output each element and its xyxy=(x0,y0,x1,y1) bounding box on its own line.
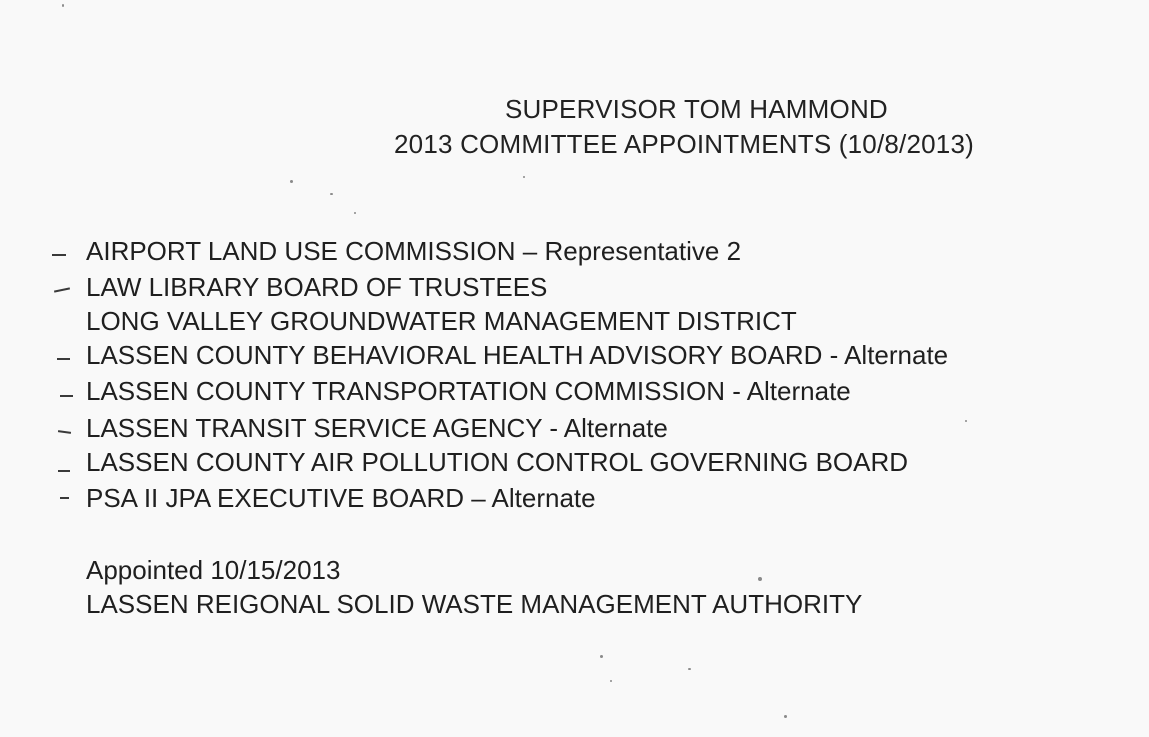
handwritten-tick-mark xyxy=(54,287,70,292)
document-title: SUPERVISOR TOM HAMMOND xyxy=(505,94,888,124)
handwritten-tick-mark xyxy=(57,358,70,360)
appointment-item: PSA II JPA EXECUTIVE BOARD – Alternate xyxy=(86,483,596,513)
handwritten-tick-mark xyxy=(52,254,66,256)
appointment-item: LASSEN COUNTY TRANSPORTATION COMMISSION - Alternate xyxy=(86,376,851,406)
appointment-item: LAW LIBRARY BOARD OF TRUSTEES xyxy=(86,272,548,302)
scan-speck xyxy=(965,420,967,422)
handwritten-tick-mark xyxy=(58,430,71,434)
scan-speck xyxy=(290,180,293,183)
scan-speck xyxy=(688,668,691,670)
authority-item: LASSEN REIGONAL SOLID WASTE MANAGEMENT AUTHORITY xyxy=(86,589,863,619)
scan-speck xyxy=(523,176,525,178)
appointment-item: LASSEN COUNTY BEHAVIORAL HEALTH ADVISORY BOARD - Alternate xyxy=(86,340,949,370)
scan-speck xyxy=(354,212,356,214)
appointment-item: AIRPORT LAND USE COMMISSION – Representative 2 xyxy=(86,236,742,266)
scan-speck xyxy=(600,655,603,658)
appointment-item: LASSEN COUNTY AIR POLLUTION CONTROL GOVERNING BOARD xyxy=(86,447,909,477)
scan-speck xyxy=(758,577,762,581)
handwritten-tick-mark xyxy=(60,395,73,397)
appointed-date: Appointed 10/15/2013 xyxy=(86,555,341,585)
scan-speck xyxy=(62,4,64,7)
handwritten-tick-mark xyxy=(58,470,70,472)
handwritten-tick-mark xyxy=(60,497,69,499)
scan-speck xyxy=(610,680,612,682)
scan-speck xyxy=(330,193,333,195)
document-subtitle: 2013 COMMITTEE APPOINTMENTS (10/8/2013) xyxy=(394,129,974,159)
appointment-item: LASSEN TRANSIT SERVICE AGENCY - Alternate xyxy=(86,413,668,443)
appointment-item: LONG VALLEY GROUNDWATER MANAGEMENT DISTRICT xyxy=(86,306,797,336)
scan-speck xyxy=(784,715,787,718)
